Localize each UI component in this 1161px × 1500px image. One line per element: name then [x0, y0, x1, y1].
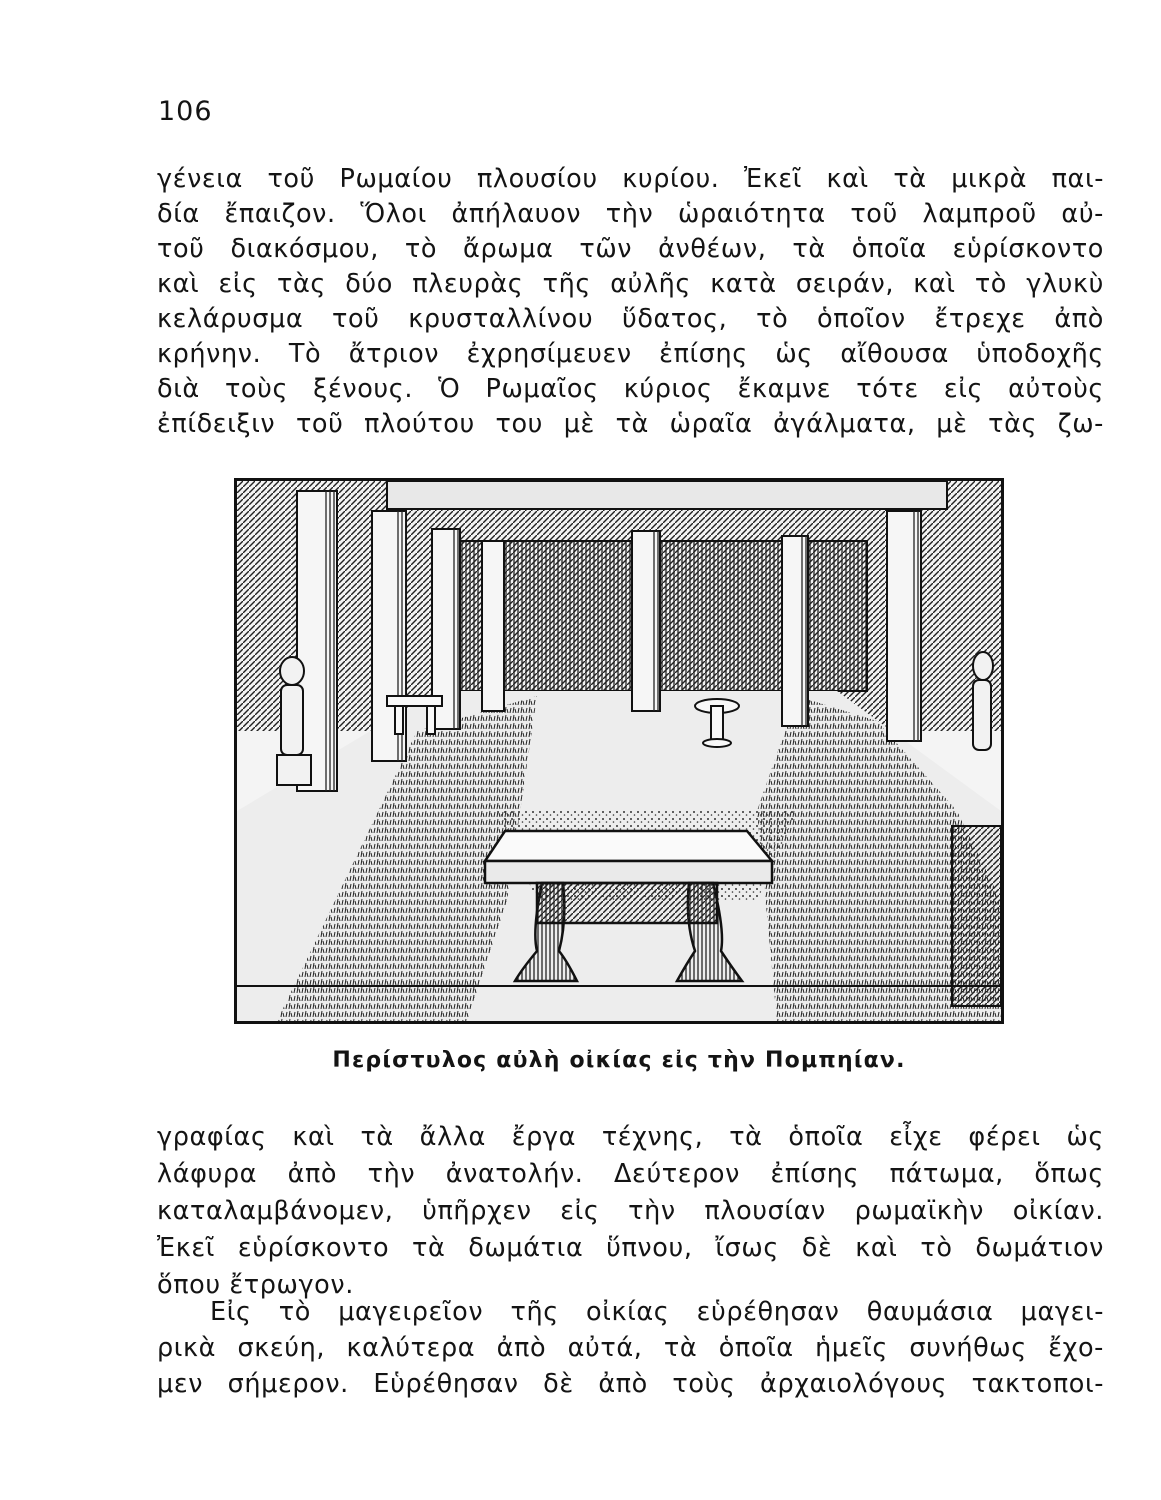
paragraph-2	[157, 1294, 1104, 1402]
peristyle-illustration	[234, 478, 1004, 1024]
figure-caption: Περίστυλος αὐλὴ οἰκίας εἰς τὴν Πομπηίαν.	[332, 1048, 906, 1073]
text-line: δία ἔπαιζον. Ὅλοι ἀπήλαυον τὴν ὡραιότητα τοῦ λαμπροῦ αὐ-	[157, 199, 1104, 229]
text-line: γένεια τοῦ Ρωμαίου πλουσίου κυρίου. Ἐκεῖ καὶ τὰ μικρὰ παι-	[157, 164, 1104, 194]
text-line: Εἰς τὸ μαγειρεῖον τῆς οἰκίας εὑρέθησαν θαυμάσια μαγει-	[210, 1297, 1104, 1327]
text-line: λάφυρα ἀπὸ τὴν ἀνατολήν. Δεύτερον ἐπίσης πάτωμα, ὅπως	[157, 1159, 1104, 1189]
courtyard-engraving	[237, 481, 1001, 1021]
text-line: κρήνην. Τὸ ἄτριον ἐχρησίμευεν ἐπίσης ὡς αἴθουσα ὑποδοχῆς	[157, 339, 1104, 369]
text-line: Ἐκεῖ εὑρίσκοντο τὰ δωμάτια ὕπνου, ἴσως δὲ καὶ τὸ δωμάτιον	[157, 1233, 1104, 1263]
text-line: κελάρυσμα τοῦ κρυσταλλίνου ὕδατος, τὸ ὁποῖον ἔτρεχε ἀπὸ	[157, 304, 1104, 334]
text-line: ὅπου ἔτρωγον.	[157, 1270, 354, 1300]
paragraph-1-continued	[157, 1119, 1104, 1304]
paragraph-1	[157, 162, 1104, 442]
text-line: ρικὰ σκεύη, καλύτερα ἀπὸ αὐτά, τὰ ὁποῖα ἡμεῖς συνήθως ἔχο-	[157, 1333, 1104, 1363]
text-line: μεν σήμερον. Εὑρέθησαν δὲ ἀπὸ τοὺς ἀρχαιολόγους τακτοποι-	[157, 1369, 1104, 1399]
text-line: καὶ εἰς τὰς δύο πλευρὰς τῆς αὐλῆς κατὰ σειράν, καὶ τὸ γλυκὺ	[157, 269, 1104, 299]
text-line: ἐπίδειξιν τοῦ πλούτου του μὲ τὰ ὡραῖα ἀγάλματα, μὲ τὰς ζω-	[157, 409, 1104, 439]
text-line: τοῦ διακόσμου, τὸ ἄρωμα τῶν ἀνθέων, τὰ ὁποῖα εὑρίσκοντο	[157, 234, 1104, 264]
page-number: 106	[158, 96, 213, 127]
text-line: διὰ τοὺς ξένους. Ὁ Ρωμαῖος κύριος ἔκαμνε τότε εἰς αὐτοὺς	[157, 374, 1104, 404]
text-line: καταλαμβάνομεν, ὑπῆρχεν εἰς τὴν πλουσίαν ρωμαϊκὴν οἰκίαν.	[157, 1196, 1104, 1226]
text-line: γραφίας καὶ τὰ ἄλλα ἔργα τέχνης, τὰ ὁποῖα εἶχε φέρει ὡς	[157, 1122, 1104, 1152]
